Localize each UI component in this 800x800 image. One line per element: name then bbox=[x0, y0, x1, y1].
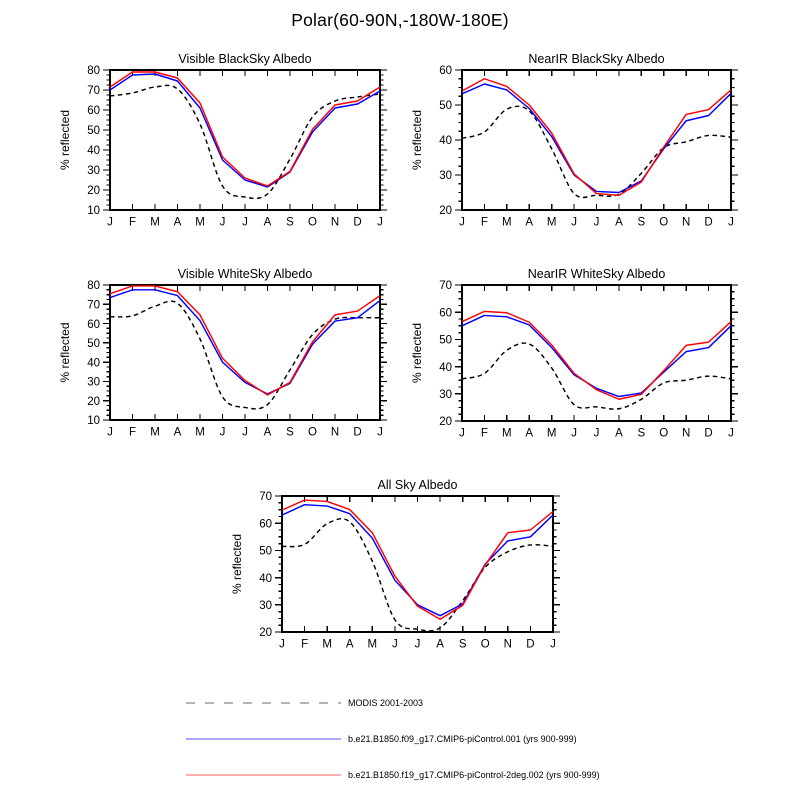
x-tick-label: M bbox=[367, 638, 378, 651]
axes bbox=[455, 285, 738, 421]
x-tick-label: S bbox=[286, 426, 294, 439]
x-tick-label: S bbox=[637, 427, 646, 440]
x-tick-label: J bbox=[107, 426, 113, 439]
x-tick-label: F bbox=[128, 216, 137, 229]
x-tick-label: J bbox=[219, 426, 226, 439]
chart-title: Visible WhiteSky Albedo bbox=[177, 267, 313, 281]
x-tick-label: O bbox=[659, 427, 669, 440]
y-tick-label: 40 bbox=[87, 357, 100, 370]
y-tick-label: 60 bbox=[439, 307, 452, 320]
y-tick-label: 30 bbox=[87, 376, 100, 389]
y-tick-label: 10 bbox=[87, 415, 100, 428]
x-tick-label: D bbox=[526, 638, 535, 651]
picontrol-2deg-line-swatch bbox=[186, 772, 341, 778]
y-tick-label: 50 bbox=[259, 545, 272, 558]
x-tick-label: F bbox=[128, 426, 137, 439]
x-tick-label: J bbox=[279, 638, 285, 651]
x-tick-label: N bbox=[330, 216, 340, 229]
y-tick-label: 70 bbox=[87, 299, 100, 312]
x-tick-label: J bbox=[550, 638, 556, 651]
x-tick-label: D bbox=[353, 426, 362, 439]
x-tick-label: A bbox=[615, 216, 623, 229]
y-tick-label: 20 bbox=[87, 395, 100, 408]
x-tick-label: A bbox=[615, 427, 623, 440]
x-tick-label: M bbox=[195, 426, 205, 439]
picontrol-line-swatch bbox=[186, 736, 341, 742]
x-tick-label: J bbox=[377, 216, 383, 229]
chart-title: NearIR WhiteSky Albedo bbox=[527, 267, 666, 281]
series-modis-line bbox=[462, 343, 731, 409]
series-modis-line bbox=[110, 85, 380, 198]
chart-nearir-blacksky-albedo bbox=[392, 48, 748, 242]
x-tick-label: J bbox=[392, 638, 398, 651]
x-tick-label: A bbox=[525, 427, 534, 440]
legend-label-picontrol: b.e21.B1850.f09_g17.CMIP6-piControl.001 (yrs 900-999) bbox=[348, 734, 577, 744]
y-axis-label: % reflected bbox=[230, 533, 244, 595]
series-piControl-2deg-line bbox=[282, 500, 553, 619]
legend-item-picontrol-2deg bbox=[186, 757, 600, 793]
y-tick-label: 30 bbox=[439, 170, 452, 183]
x-tick-label: S bbox=[637, 216, 646, 229]
x-tick-label: J bbox=[414, 638, 421, 651]
series-piControl-line bbox=[110, 74, 380, 187]
x-tick-label: A bbox=[525, 216, 534, 229]
x-tick-label: S bbox=[286, 216, 294, 229]
y-tick-label: 70 bbox=[439, 280, 452, 293]
x-tick-label: N bbox=[330, 426, 340, 439]
x-tick-label: M bbox=[546, 216, 557, 229]
x-tick-label: M bbox=[322, 638, 332, 651]
x-tick-label: A bbox=[263, 426, 272, 439]
x-tick-label: J bbox=[242, 216, 248, 229]
y-tick-label: 20 bbox=[439, 416, 452, 429]
y-tick-label: 20 bbox=[87, 185, 100, 198]
y-tick-label: 30 bbox=[439, 389, 452, 401]
series-piControl-line bbox=[462, 84, 731, 193]
x-tick-label: J bbox=[242, 426, 248, 439]
x-tick-label: J bbox=[571, 216, 577, 229]
x-tick-label: A bbox=[173, 426, 182, 439]
y-tick-label: 70 bbox=[259, 491, 272, 504]
y-axis-label: % reflected bbox=[58, 322, 72, 383]
y-axis-label: % reflected bbox=[410, 109, 424, 171]
series-piControl-2deg-line bbox=[462, 79, 731, 196]
x-tick-label: M bbox=[502, 216, 512, 229]
x-tick-label: D bbox=[704, 216, 713, 229]
chart-title: All Sky Albedo bbox=[377, 478, 458, 492]
y-tick-label: 10 bbox=[87, 205, 100, 218]
y-tick-label: 30 bbox=[87, 165, 100, 178]
x-tick-label: M bbox=[546, 427, 557, 440]
series-piControl-2deg-line bbox=[462, 311, 731, 399]
x-tick-label: M bbox=[150, 426, 160, 439]
x-tick-label: J bbox=[571, 427, 577, 440]
y-tick-label: 80 bbox=[87, 280, 100, 293]
chart-visible-whitesky-albedo bbox=[40, 262, 396, 458]
x-tick-label: J bbox=[459, 427, 465, 440]
x-tick-label: M bbox=[195, 216, 205, 229]
series-modis-line bbox=[110, 301, 380, 409]
y-tick-label: 60 bbox=[87, 105, 100, 118]
x-tick-label: S bbox=[458, 638, 467, 651]
y-axis-label: % reflected bbox=[410, 322, 424, 384]
x-tick-label: J bbox=[593, 216, 600, 229]
x-tick-label: N bbox=[503, 638, 512, 651]
x-tick-label: J bbox=[377, 426, 383, 439]
y-tick-label: 80 bbox=[87, 65, 100, 78]
y-tick-label: 50 bbox=[87, 338, 100, 351]
chart-title: Visible BlackSky Albedo bbox=[178, 52, 312, 66]
x-tick-label: O bbox=[308, 216, 317, 229]
y-tick-label: 40 bbox=[259, 572, 272, 585]
x-tick-label: O bbox=[659, 216, 669, 229]
x-tick-label: O bbox=[308, 426, 317, 439]
axes bbox=[275, 496, 560, 632]
series-piControl-line bbox=[110, 290, 380, 394]
series-piControl-line bbox=[282, 505, 553, 616]
y-tick-label: 40 bbox=[439, 361, 452, 374]
x-tick-label: F bbox=[480, 427, 488, 440]
y-tick-label: 50 bbox=[87, 125, 100, 138]
chart-nearir-whitesky-albedo bbox=[392, 262, 748, 458]
legend-item-modis bbox=[186, 685, 600, 721]
y-tick-label: 60 bbox=[259, 518, 272, 531]
y-tick-label: 70 bbox=[87, 85, 100, 98]
x-tick-label: J bbox=[107, 216, 113, 229]
x-tick-label: F bbox=[480, 216, 488, 229]
x-tick-label: D bbox=[704, 427, 713, 440]
axes bbox=[103, 70, 387, 210]
x-tick-label: D bbox=[353, 216, 362, 229]
legend-item-picontrol bbox=[186, 721, 600, 757]
chart-visible-blacksky-albedo bbox=[40, 48, 396, 242]
y-tick-label: 60 bbox=[87, 318, 100, 331]
x-tick-label: N bbox=[682, 216, 691, 229]
y-tick-label: 20 bbox=[259, 627, 272, 640]
axes bbox=[103, 285, 387, 420]
series-piControl-2deg-line bbox=[110, 72, 380, 186]
x-tick-label: J bbox=[728, 216, 734, 229]
y-tick-label: 60 bbox=[439, 65, 452, 78]
y-tick-label: 30 bbox=[259, 600, 272, 612]
x-tick-label: J bbox=[728, 427, 734, 440]
y-tick-label: 40 bbox=[439, 135, 452, 148]
y-tick-label: 50 bbox=[439, 100, 452, 113]
x-tick-label: A bbox=[345, 638, 354, 651]
x-tick-label: O bbox=[480, 638, 490, 651]
series-piControl-line bbox=[462, 315, 731, 396]
figure-title: Polar(60-90N,-180W-180E) bbox=[291, 10, 509, 30]
y-tick-label: 40 bbox=[87, 145, 100, 158]
x-tick-label: N bbox=[682, 427, 691, 440]
y-tick-label: 20 bbox=[439, 205, 452, 218]
x-tick-label: A bbox=[263, 216, 272, 229]
modis-line-swatch bbox=[186, 700, 341, 706]
axes bbox=[455, 70, 738, 210]
chart-allsky-albedo bbox=[212, 472, 572, 672]
x-tick-label: J bbox=[593, 427, 600, 440]
x-tick-label: A bbox=[173, 216, 182, 229]
x-tick-label: J bbox=[219, 216, 226, 229]
y-axis-label: % reflected bbox=[58, 109, 72, 171]
series-modis-line bbox=[282, 519, 553, 631]
series-piControl-2deg-line bbox=[110, 286, 380, 395]
x-tick-label: M bbox=[150, 216, 160, 229]
legend-label-picontrol-2deg: b.e21.B1850.f19_g17.CMIP6-piControl-2deg.002 (yrs 900-999) bbox=[348, 770, 600, 780]
chart-title: NearIR BlackSky Albedo bbox=[528, 52, 665, 66]
x-tick-label: A bbox=[436, 638, 444, 651]
x-tick-label: J bbox=[459, 216, 465, 229]
x-tick-label: M bbox=[502, 427, 512, 440]
x-tick-label: F bbox=[301, 638, 309, 651]
legend-label-modis: MODIS 2001-2003 bbox=[348, 698, 424, 708]
legend bbox=[186, 685, 600, 793]
y-tick-label: 50 bbox=[439, 334, 452, 347]
